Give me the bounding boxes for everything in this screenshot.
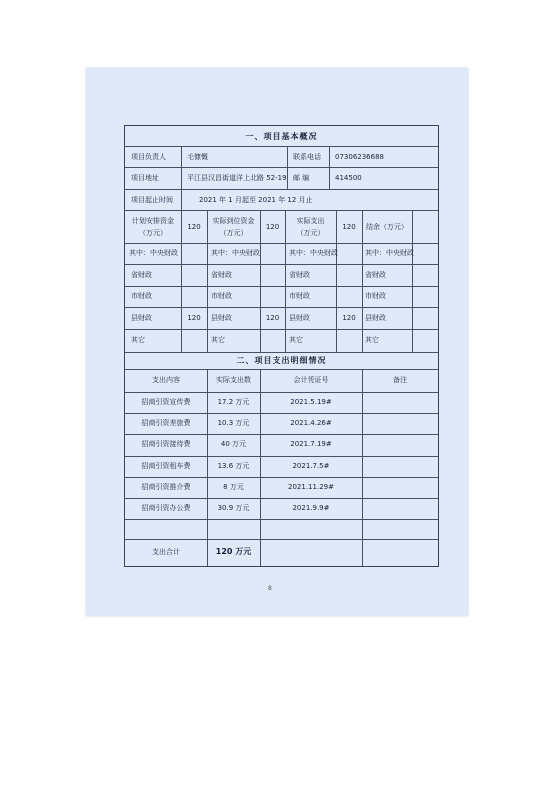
other-label-3: 其它 (289, 336, 303, 344)
table-row-cell: 13.6 万元 (217, 462, 250, 470)
phone-value: 07306236688 (335, 153, 384, 161)
table-row-cell: 30.9 万元 (217, 504, 250, 512)
plan-label: 计划安排资金 (132, 217, 174, 225)
header-content: 支出内容 (152, 376, 180, 384)
county-label-4: 县财政 (365, 314, 386, 322)
plan-unit: （万元） (139, 229, 167, 237)
county-value-1: 120 (187, 314, 201, 322)
phone-label: 联系电话 (293, 153, 321, 161)
table-row-cell: 10.3 万元 (217, 419, 250, 427)
total-label: 支出合计 (152, 548, 180, 556)
city-label-1: 市财政 (131, 292, 152, 300)
table-row-cell: 8 万元 (223, 483, 244, 491)
table-row-cell: 2021.9.9# (292, 504, 330, 512)
table-row-cell: 40 万元 (220, 440, 247, 448)
prov-label-3: 省财政 (289, 271, 310, 279)
other-label-2: 其它 (211, 336, 225, 344)
period-value: 2021 年 1 月起至 2021 年 12 月止 (199, 196, 313, 204)
central-label-1: 其中：中央财政 (129, 249, 178, 257)
central-label-3: 其中：中央财政 (289, 249, 338, 257)
balance-label: 结余（万元） (366, 223, 408, 231)
prov-label-4: 省财政 (365, 271, 386, 279)
header-remark: 备注 (393, 376, 407, 384)
central-label-4: 其中：中央财政 (365, 249, 414, 257)
total-value: 120 万元 (215, 547, 252, 556)
county-value-3: 120 (342, 314, 356, 322)
table-row-cell: 2021.11.29# (288, 483, 334, 491)
header-voucher: 会计凭证号 (293, 376, 329, 384)
actual-label: 实际到位资金 (212, 217, 255, 225)
postcode-label: 邮 编 (293, 174, 310, 182)
table-row-cell: 招商引资差旅费 (141, 419, 191, 427)
table-row-cell: 2021.5.19# (290, 398, 332, 406)
table-row-cell: 招商引资办公费 (141, 504, 191, 512)
section-title-detail: 二、项目支出明细情况 (236, 356, 327, 365)
header-amount: 实际支出数 (216, 376, 251, 384)
table-row-cell: 17.2 万元 (217, 398, 250, 406)
table-row-cell: 招商引资接待费 (141, 440, 191, 448)
city-label-3: 市财政 (289, 292, 310, 300)
spend-label: 实际支出 (296, 217, 325, 225)
table-row-cell: 2021.7.5# (292, 462, 330, 470)
other-label-1: 其它 (131, 336, 145, 344)
project-form-table (124, 125, 439, 567)
county-label-3: 县财政 (289, 314, 310, 322)
plan-value: 120 (187, 223, 201, 231)
leader-value: 毛慷慨 (187, 153, 208, 161)
county-label-2: 县财政 (211, 314, 232, 322)
table-row-cell: 招商引资推介费 (141, 483, 191, 491)
actual-unit: （万元） (219, 229, 248, 237)
actual-value: 120 (265, 223, 280, 231)
prov-label-1: 省财政 (131, 271, 152, 279)
leader-label: 项目负责人 (131, 153, 166, 161)
table-row-cell: 招商引资租车费 (141, 462, 191, 470)
city-label-2: 市财政 (211, 292, 232, 300)
city-label-4: 市财政 (365, 292, 386, 300)
central-label-2: 其中：中央财政 (211, 249, 260, 257)
table-row-cell: 招商引资宣传费 (141, 398, 191, 406)
postcode-value: 414500 (335, 174, 362, 182)
table-row-cell: 2021.4.26# (290, 419, 332, 427)
period-label: 项目起止时间 (131, 196, 173, 204)
spend-unit: （万元） (296, 229, 325, 237)
address-label: 项目地址 (131, 174, 159, 182)
prov-label-2: 省财政 (211, 271, 232, 279)
county-label-1: 县财政 (131, 314, 152, 322)
address-value: 平江县汉昌街道洋上北路 52-19 (187, 174, 287, 182)
county-value-2: 120 (265, 314, 280, 322)
table-row-cell: 2021.7.19# (290, 440, 332, 448)
page-number: 8 (268, 585, 272, 592)
other-label-4: 其它 (365, 336, 379, 344)
section-title-basic: 一、项目基本概况 (245, 132, 318, 141)
spend-value: 120 (342, 223, 356, 231)
